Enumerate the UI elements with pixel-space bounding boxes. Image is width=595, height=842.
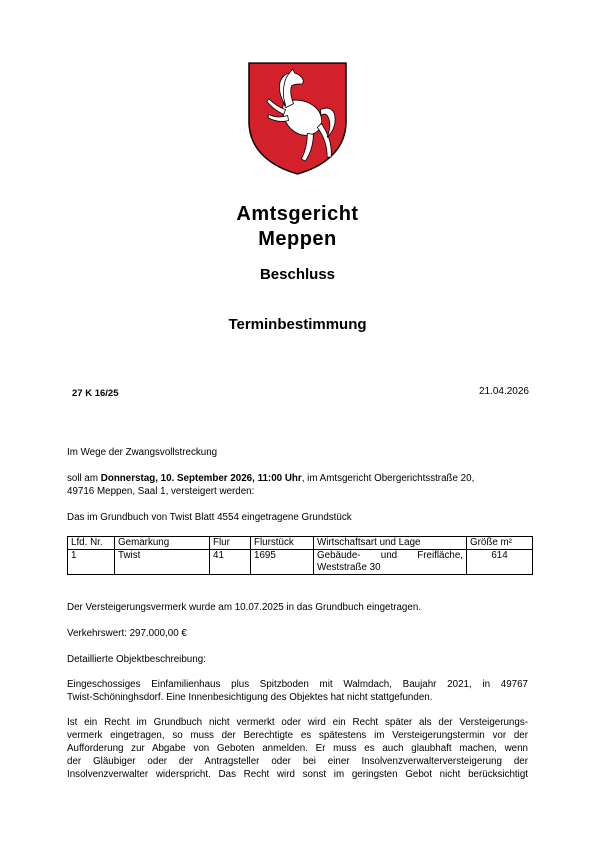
schedule-paragraph [67, 472, 528, 498]
col-gemarkung: Gemarkung [115, 537, 210, 550]
court-name-line2: Meppen [258, 228, 337, 250]
subject-title: Terminbestimmung [228, 316, 367, 333]
rights-line2: vermerk eingetragen, so muss der Berechtigte es spätestens im Versteigerungstermin vor der [67, 730, 528, 741]
description-line1: Eingeschossiges Einfamilienhaus plus Spitzboden mit Walmdach, Baujahr 2021, in 49767 [67, 679, 528, 690]
col-lfd-nr: Lfd. Nr. [68, 537, 115, 550]
cell-groesse: 614 [467, 550, 533, 575]
table-header-row [68, 537, 533, 550]
cell-gemarkung: Twist [115, 550, 210, 575]
description-paragraph [67, 678, 528, 704]
coat-of-arms-icon [248, 62, 347, 175]
registration-note: Der Versteigerungsvermerk wurde am 10.07.2025 in das Grundbuch eingetragen. [67, 602, 421, 613]
register-intro: Das im Grundbuch von Twist Blatt 4554 eingetragene Grundstück [67, 512, 352, 523]
lage-line2: Weststraße 30 [317, 562, 381, 573]
cell-flur: 41 [210, 550, 251, 575]
decision-title: Beschluss [259, 266, 336, 283]
auction-date: Donnerstag, 10. September 2026, 11:00 Uhr [100, 473, 302, 484]
cell-lfd-nr: 1 [68, 550, 115, 575]
court-name-line1: Amtsgericht [236, 203, 359, 225]
table-row [68, 550, 533, 575]
cell-wirtschaftsart [314, 550, 467, 575]
rights-line3: Aufforderung zur Abgabe von Geboten anmelden. Er muss es auch glaubhaft machen, wenn [67, 743, 528, 754]
schedule-line1 [67, 472, 528, 485]
description-heading: Detaillierte Objektbeschreibung: [67, 654, 206, 665]
col-flurstueck: Flurstück [251, 537, 314, 550]
schedule-prefix: soll am [67, 473, 101, 484]
document-date: 21.04.2026 [478, 386, 529, 397]
auction-location: , im Amtsgericht Obergerichtsstraße 20, [301, 473, 475, 484]
lage-line1: Gebäude- und Freifläche, [317, 550, 463, 561]
case-number: 27 K 16/25 [72, 388, 119, 399]
cell-flurstueck: 1695 [251, 550, 314, 575]
schedule-line2: 49716 Meppen, Saal 1, versteigert werden: [67, 486, 255, 497]
intro-text: Im Wege der Zwangsvollstreckung [67, 447, 218, 458]
col-groesse: Größe m² [467, 537, 533, 550]
rights-line4: der Gläubiger oder der Antragsteller oder bei einer Insolvenzverwalterversteigerung der [67, 756, 528, 767]
col-wirtschaftsart: Wirtschaftsart und Lage [314, 537, 467, 550]
land-register-table [67, 536, 533, 575]
rights-line1: Ist ein Recht im Grundbuch nicht vermerkt oder wird ein Recht später als der Versteigerungs- [67, 717, 528, 728]
col-flur: Flur [210, 537, 251, 550]
court-name [0, 202, 595, 252]
market-value: Verkehrswert: 297.000,00 € [67, 628, 187, 639]
description-line2: Twist-Schöninghsdorf. Eine Innenbesichtigung des Objektes hat nicht stattgefunden. [67, 692, 433, 703]
rights-paragraph [67, 716, 528, 781]
rights-line5: Insolvenzverwalter widerspricht. Das Recht wird sonst im geringsten Gebot nicht berücksichtigt [67, 769, 528, 780]
